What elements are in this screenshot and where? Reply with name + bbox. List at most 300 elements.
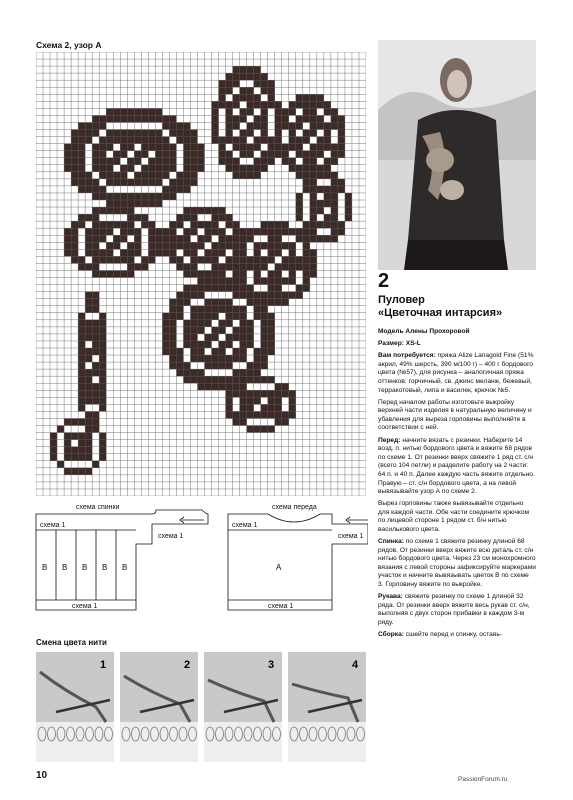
chart-cell-filled [64,440,71,447]
chart-cell-filled [99,186,106,193]
chart-cell-filled [289,404,296,411]
chart-cell-filled [219,270,226,277]
chart-cell-filled [338,228,345,235]
chart-cell-filled [205,270,212,277]
chart-cell-filled [169,158,176,165]
chart-cell-filled [233,242,240,249]
chart-cell-filled [205,320,212,327]
chart-cell-filled [148,115,155,122]
chart-cell-filled [92,115,99,122]
chart-cell-filled [64,235,71,242]
chart-cell-filled [247,101,254,108]
chart-cell-filled [85,172,92,179]
chart-cell-filled [85,418,92,425]
chart-cell-filled [331,151,338,158]
chart-cell-filled [127,179,134,186]
chart-cell-filled [268,348,275,355]
chart-cell-filled [64,433,71,440]
chart-cell-filled [64,242,71,249]
chart-cell-filled [289,242,296,249]
chart-cell-filled [190,228,197,235]
chart-cell-filled [134,172,141,179]
chart-cell-filled [303,242,310,249]
chart-cell-filled [254,390,261,397]
chart-cell-filled [85,292,92,299]
chart-cell-filled [92,186,99,193]
step-number: 3 [268,659,275,671]
chart-cell-filled [324,144,331,151]
chart-cell-filled [120,256,127,263]
chart-cell-filled [275,411,282,418]
chart-cell-filled [261,390,268,397]
chart-cell-filled [247,130,254,137]
chart-cell-filled [127,256,134,263]
chart-cell-filled [190,376,197,383]
cell-b-1: В [42,563,48,572]
chart-cell-filled [233,221,240,228]
chart-cell-filled [233,235,240,242]
chart-cell-filled [254,306,261,313]
chart-cell-filled [176,299,183,306]
chart-cell-filled [282,411,289,418]
chart-cell-filled [338,137,345,144]
chart-cell-filled [120,115,127,122]
chart-cell-filled [303,278,310,285]
chart-cell-filled [169,151,176,158]
chart-cell-filled [240,348,247,355]
chart-cell-filled [226,299,233,306]
chart-cell-filled [127,137,134,144]
chart-cell-filled [85,320,92,327]
chart-cell-filled [240,151,247,158]
chart-cell-filled [254,369,261,376]
chart-cell-filled [71,242,78,249]
chart-cell-filled [261,151,268,158]
chart-cell-filled [148,108,155,115]
chart-cell-filled [303,270,310,277]
chart-cell-filled [247,228,254,235]
chart-cell-filled [120,221,127,228]
chart-cell-filled [212,122,219,129]
chart-cell-filled [233,313,240,320]
chart-cell-filled [92,235,99,242]
chart-cell-filled [233,292,240,299]
chart-cell-filled [183,137,190,144]
chart-cell-filled [261,299,268,306]
chart-cell-filled [127,158,134,165]
chart-cell-filled [120,193,127,200]
chart-cell-filled [254,122,261,129]
chart-cell-filled [99,144,106,151]
chart-cell-filled [282,383,289,390]
chart-cell-filled [317,122,324,129]
chart-cell-filled [268,426,275,433]
chart-cell-filled [254,94,261,101]
chart-cell-filled [233,278,240,285]
chart-cell-filled [303,172,310,179]
chart-cell-filled [169,144,176,151]
chart-cell-filled [190,165,197,172]
instr-5: Рукава: свяжите резинку по схеме 1 длиной 32 ряда. От резинки вверх вяжите весь рукав ст. с/н, выполняя с двух сторон прибавки в каждом 3-м ряду. [378,593,530,626]
chart-cell-filled [85,327,92,334]
chart-cell-filled [134,179,141,186]
chart-cell-filled [106,228,113,235]
chart-cell-filled [247,172,254,179]
chart-cell-filled [226,151,233,158]
chart-cell-filled [254,256,261,263]
chart-cell-filled [268,249,275,256]
chart-cell-filled [303,130,310,137]
chart-cell-filled [113,242,120,249]
chart-cell-filled [212,137,219,144]
chart-cell-filled [197,235,204,242]
chart-cell-filled [183,263,190,270]
chart-cell-filled [212,362,219,369]
chart-cell-filled [127,263,134,270]
chart-cell-filled [85,122,92,129]
chart-cell-filled [57,426,64,433]
chart-cell-filled [226,306,233,313]
chart-cell-filled [324,214,331,221]
chart-cell-filled [310,179,317,186]
chart-cell-filled [197,221,204,228]
chart-cell-filled [268,411,275,418]
chart-cell-filled [99,341,106,348]
chart-cell-filled [317,207,324,214]
chart-cell-filled [254,144,261,151]
chart-cell-filled [226,390,233,397]
chart-cell-filled [71,454,78,461]
chart-cell-filled [205,334,212,341]
chart-cell-filled [233,228,240,235]
chart-cell-filled [78,418,85,425]
chart-cell-filled [233,256,240,263]
chart-cell-filled [240,94,247,101]
chart-cell-filled [134,242,141,249]
chart-cell-filled [247,87,254,94]
chart-cell-filled [50,433,57,440]
chart-cell-filled [268,137,275,144]
chart-cell-filled [282,221,289,228]
chart-cell-filled [99,193,106,200]
cell-b-2: В [62,563,68,572]
chart-cell-filled [310,263,317,270]
chart-cell-filled [219,320,226,327]
chart-cell-filled [261,278,268,285]
chart-cell-filled [78,130,85,137]
chart-cell-filled [99,249,106,256]
chart-cell-filled [296,285,303,292]
chart-cell-filled [233,94,240,101]
chart-cell-filled [127,221,134,228]
chart-cell-filled [310,101,317,108]
chart-cell-filled [240,115,247,122]
chart-cell-filled [162,115,169,122]
chart-cell-filled [134,214,141,221]
chart-cell-filled [183,362,190,369]
chart-cell-filled [219,341,226,348]
chart-cell-filled [148,179,155,186]
chart-cell-filled [254,73,261,80]
chart-cell-filled [78,313,85,320]
chart-cell-filled [99,122,106,129]
chart-cell-filled [92,461,99,468]
chart-cell-filled [338,179,345,186]
chart-cell-filled [120,144,127,151]
chart-cell-filled [247,341,254,348]
chart-cell-filled [282,292,289,299]
chart-cell-filled [261,313,268,320]
chart-cell-filled [247,376,254,383]
chart-cell-filled [247,165,254,172]
chart-cell-filled [113,172,120,179]
chart-cell-filled [162,228,169,235]
chart-cell-filled [127,242,134,249]
chart-cell-filled [197,151,204,158]
chart-cell-filled [268,101,275,108]
chart-cell-filled [303,263,310,270]
chart-cell-filled [324,130,331,137]
chart-cell-filled [261,320,268,327]
chart-cell-filled [85,390,92,397]
chart-cell-filled [71,418,78,425]
chart-title: Схема 2, узор A [36,40,102,50]
chart-cell-filled [254,249,261,256]
chart-cell-filled [113,137,120,144]
chart-cell-filled [275,130,282,137]
chart-cell-filled [310,122,317,129]
chart-cell-filled [282,144,289,151]
chart-cell-filled [92,411,99,418]
chart-cell-filled [190,172,197,179]
chart-cell-filled [289,122,296,129]
chart-cell-filled [233,334,240,341]
chart-cell-filled [169,221,176,228]
chart-cell-filled [120,137,127,144]
chart-cell-filled [247,108,254,115]
chart-cell-filled [85,411,92,418]
chart-cell-filled [50,440,57,447]
chart-cell-filled [275,101,282,108]
chart-cell-filled [275,263,282,270]
step-number: 1 [100,659,107,671]
chart-cell-filled [169,242,176,249]
chart-cell-filled [64,151,71,158]
chart-cell-filled [226,404,233,411]
chart-cell-filled [99,440,106,447]
chart-cell-filled [106,172,113,179]
chart-cell-filled [317,144,324,151]
front-scheme-label: схема переда [272,504,317,511]
chart-cell-filled [317,235,324,242]
chart-cell-filled [85,214,92,221]
chart-cell-filled [148,221,155,228]
chart-cell-filled [120,228,127,235]
chart-cell-filled [85,137,92,144]
chart-cell-filled [219,94,226,101]
chart-cell-filled [296,200,303,207]
chart-cell-filled [127,207,134,214]
chart-cell-filled [247,73,254,80]
chart-cell-filled [85,397,92,404]
chart-cell-filled [99,228,106,235]
chart-cell-filled [310,270,317,277]
chart-cell-filled [176,130,183,137]
chart-cell-filled [310,193,317,200]
chart-cell-filled [254,158,261,165]
chart-cell-filled [141,165,148,172]
chart-cell-filled [240,263,247,270]
chart-cell-filled [219,158,226,165]
chart-cell-filled [317,101,324,108]
chart-cell-filled [233,369,240,376]
instr-0: Вам потребуется: пряжа Alize Lanagold Fine (51% акрил, 49% шерсть, 390 м/100 г) – 400 г бордового цвета (№57), для рисунка – аналогичная пряжа оттенков: горчичный, св. джинс меланж, бежевый, терракотовый, липа и василек, крючок №5. [378,352,534,394]
color-change-title: Смена цвета нити [36,638,107,647]
chart-cell-filled [141,200,148,207]
chart-cell-filled [268,299,275,306]
chart-cell-filled [219,348,226,355]
chart-cell-filled [92,348,99,355]
chart-cell-filled [254,411,261,418]
chart-cell-filled [71,165,78,172]
chart-cell-filled [106,221,113,228]
chart-cell-filled [99,369,106,376]
chart-cell-filled [127,270,134,277]
chart-cell-filled [162,313,169,320]
chart-cell-filled [233,376,240,383]
watermark: PassionForum.ru [458,776,508,783]
chart-cell-filled [317,221,324,228]
chart-cell-filled [78,221,85,228]
chart-cell-filled [155,137,162,144]
color-change-steps [36,652,366,762]
chart-cell-filled [233,122,240,129]
cell-b-4: В [102,563,108,572]
chart-cell-filled [99,158,106,165]
chart-cell-filled [183,172,190,179]
chart-cell-filled [226,158,233,165]
chart-cell-filled [106,193,113,200]
chart-cell-filled [212,108,219,115]
chart-cell-filled [148,235,155,242]
size-line: Размер: XS-L [378,340,421,348]
chart-cell-filled [78,122,85,129]
chart-cell-filled [219,263,226,270]
chart-cell-filled [120,172,127,179]
instr-2: Перед: начните вязать с резинки. Наберите 14 возд. п. нитью бордового цвета и вяжите 68 рядов по схеме 1. От резинки вверх свяжите 1 ряд ст. с/н (всего 104 петли) и разделите работу на 2 части: 64 п. и 40 п. Далее каждую часть вяжите отдельно. Правую – ст. с/н бордового цвета, а на левой вывязывайте узор А по схеме 2. [378,436,535,496]
chart-cell-filled [190,334,197,341]
chart-cell-filled [275,390,282,397]
chart-cell-filled [78,214,85,221]
chart-cell-filled [247,256,254,263]
chart-cell-filled [99,404,106,411]
chart-cell-filled [261,101,268,108]
chart-cell-filled [64,454,71,461]
chart-cell-filled [226,313,233,320]
chart-cell-filled [106,108,113,115]
chart-cell-filled [183,144,190,151]
chart-cell-filled [338,221,345,228]
chart-cell-filled [92,299,99,306]
chart-cell-filled [282,228,289,235]
chart-cell-filled [78,369,85,376]
chart-cell-filled [268,228,275,235]
chart-cell-filled [345,207,352,214]
chart-cell-filled [155,200,162,207]
chart-cell-filled [92,369,99,376]
chart-cell-filled [324,122,331,129]
chart-cell-filled [254,426,261,433]
chart-cell-filled [113,270,120,277]
chart-cell-filled [148,228,155,235]
chart-cell-filled [85,383,92,390]
chart-cell-filled [197,270,204,277]
chart-cell-filled [331,221,338,228]
chart-cell-filled [106,130,113,137]
chart-cell-filled [219,242,226,249]
chart-cell-filled [296,172,303,179]
chart-cell-filled [71,235,78,242]
chart-cell-filled [71,179,78,186]
chart-cell-filled [275,228,282,235]
chart-cell-filled [233,263,240,270]
model-photo [378,40,536,270]
chart-cell-filled [247,334,254,341]
chart-cell-filled [240,235,247,242]
chart-cell-filled [303,235,310,242]
chart-cell-filled [64,165,71,172]
chart-cell-filled [324,172,331,179]
chart-cell-filled [254,362,261,369]
chart-cell-filled [303,285,310,292]
chart-cell-filled [176,137,183,144]
chart-cell-filled [78,144,85,151]
chart-cell-filled [176,256,183,263]
chart-cell-filled [289,144,296,151]
chart-cell-filled [78,376,85,383]
chart-cell-filled [190,130,197,137]
chart-cell-filled [331,235,338,242]
chart-cell-filled [190,327,197,334]
chart-cell-filled [317,200,324,207]
chart-cell-filled [169,165,176,172]
chart-cell-filled [197,376,204,383]
chart-cell-filled [155,165,162,172]
chart-cell-filled [127,228,134,235]
chart-cell-filled [57,461,64,468]
chart-cell-filled [289,228,296,235]
chart-cell-filled [268,242,275,249]
chart-cell-filled [324,137,331,144]
chart-cell-filled [324,221,331,228]
chart-cell-filled [190,158,197,165]
chart-cell-filled [219,137,226,144]
instr-6: Сборка: сшейте перед и спинку, оставь- [378,631,502,638]
chart-cell-filled [282,115,289,122]
chart-cell-filled [233,285,240,292]
chart-cell-filled [212,299,219,306]
chart-cell-filled [254,270,261,277]
chart-cell-filled [268,390,275,397]
chart-cell-filled [275,122,282,129]
chart-cell-filled [162,320,169,327]
chart-cell-filled [268,376,275,383]
chart-cell-filled [85,369,92,376]
chart-cell-filled [92,242,99,249]
chart-cell-filled [162,186,169,193]
chart-cell-filled [324,108,331,115]
chart-cell-filled [155,172,162,179]
